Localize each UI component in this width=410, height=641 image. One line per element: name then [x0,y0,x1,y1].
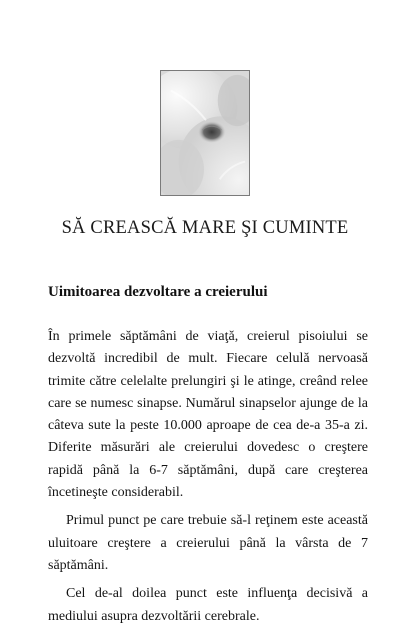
paragraph-2: Primul punct pe care trebuie să-l reţinem este această uluitoare creştere a creierului până la vârsta de 7 săptămâni. [48,513,368,573]
chapter-title: SĂ CREASCĂ MARE ŞI CUMINTE [61,218,349,238]
paragraph-3: Cel de-al doilea punct este influenţa decisivă a mediului asupra dezvoltării cerebrale. [48,586,368,624]
kitten-photo-image [161,71,249,195]
body-text [48,326,368,634]
kitten-photo [160,70,250,196]
section-heading: Uimitoarea dezvoltare a creierului [48,284,268,300]
paragraph-1: În primele săptămâni de viaţă, creierul pisoiului se dezvoltă incredibil de mult. Fiecare celulă nervoasă trimite către celelalte prelungiri şi le atinge, creând relee care se numesc sinapse. Numărul sinapselor ajunge de la câteva sute la peste 10.000 aproape de cea de-a 35-a zi. Diferite măsurări ale creierului dovedesc o creştere rapidă până la 6-7 săptămâni, după care creşterea încetineşte considerabil. [48,329,368,501]
